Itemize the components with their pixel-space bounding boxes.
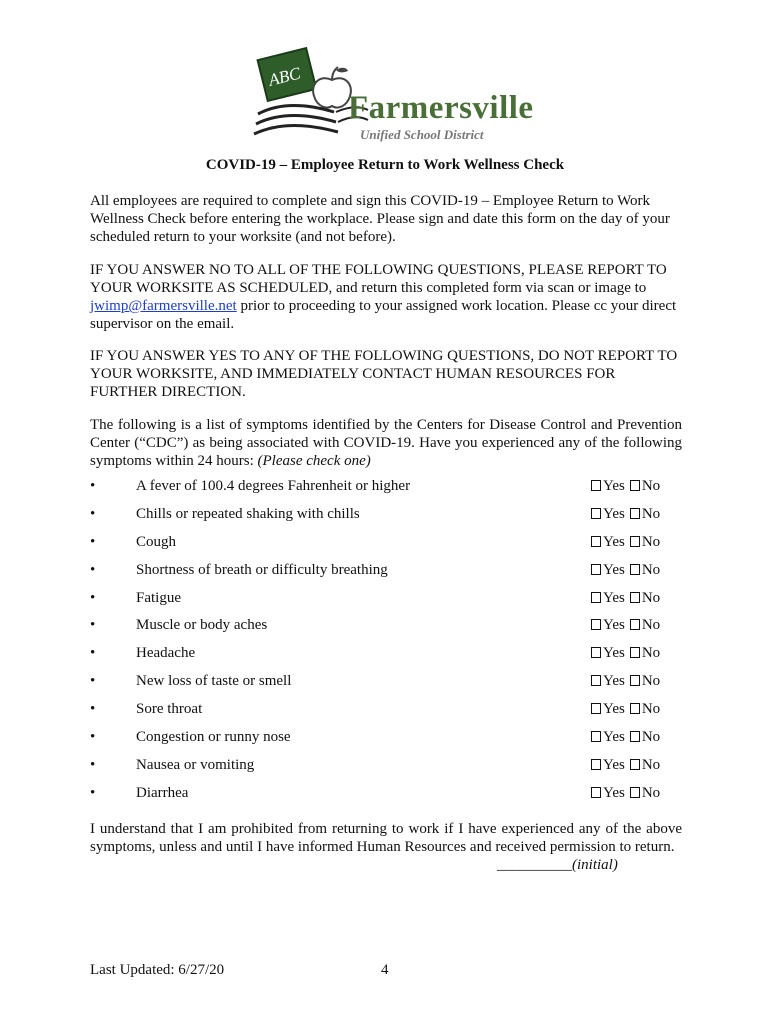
question-row (0, 645, 770, 673)
question-row (0, 534, 770, 562)
answer-choices (591, 645, 660, 662)
yes-label: Yes (603, 701, 625, 718)
no-checkbox[interactable] (630, 562, 660, 579)
question-row (0, 785, 770, 813)
no-label: No (641, 533, 661, 550)
checkbox-box-icon (591, 647, 601, 658)
yes-label: Yes (603, 645, 625, 662)
initial-field[interactable] (497, 857, 618, 874)
question-text: Sore throat (136, 701, 203, 718)
yes-label: Yes (603, 505, 625, 522)
checkbox-box-icon (630, 508, 640, 519)
yes-checkbox[interactable] (591, 562, 625, 579)
checkbox-box-icon (591, 703, 601, 714)
checkbox-box-icon (591, 759, 601, 770)
question-text: Diarrhea (136, 784, 189, 801)
checkbox-box-icon (591, 675, 601, 686)
bullet: • (90, 589, 96, 606)
initial-blank: __________ (497, 857, 572, 873)
no-label: No (641, 645, 661, 662)
district-logo (250, 40, 534, 150)
yes-label: Yes (603, 617, 625, 634)
no-label: No (641, 505, 661, 522)
no-checkbox[interactable] (630, 534, 660, 551)
answer-choices (591, 617, 660, 634)
no-checkbox[interactable] (630, 673, 660, 690)
page-number: 4 (381, 962, 389, 978)
question-row (0, 506, 770, 534)
district-name: Farmersville (348, 90, 534, 126)
answer-choices (591, 701, 660, 718)
checkbox-box-icon (630, 647, 640, 658)
question-text: Chills or repeated shaking with chills (136, 505, 360, 522)
question-text: Fatigue (136, 589, 181, 606)
no-checkbox[interactable] (630, 506, 660, 523)
yes-checkbox[interactable] (591, 673, 625, 690)
svg-text:ABC: ABC (266, 63, 303, 90)
initial-label: (initial) (572, 857, 618, 873)
question-row (0, 757, 770, 785)
bullet: • (90, 784, 96, 801)
question-text: Cough (136, 533, 177, 550)
checkbox-box-icon (630, 536, 640, 547)
no-checkbox[interactable] (630, 645, 660, 662)
question-text: Muscle or body aches (136, 617, 268, 634)
question-text: Headache (136, 645, 196, 662)
last-updated: Last Updated: 6/27/20 (90, 962, 225, 978)
email-link[interactable]: jwimp@farmersville.net (90, 298, 237, 314)
no-checkbox[interactable] (630, 701, 660, 718)
no-instruction-text-end: prior to proceeding to your assigned work location. Please cc your direct supervisor on the email. (90, 298, 677, 332)
yes-checkbox[interactable] (591, 590, 625, 607)
yes-label: Yes (603, 673, 625, 690)
answer-choices (591, 478, 660, 495)
yes-label: Yes (603, 756, 625, 773)
bullet: • (90, 729, 96, 746)
question-row (0, 617, 770, 645)
answer-choices (591, 590, 660, 607)
bullet: • (90, 756, 96, 773)
answer-choices (591, 785, 660, 802)
no-label: No (641, 561, 661, 578)
checkbox-box-icon (591, 619, 601, 630)
checkbox-box-icon (630, 592, 640, 603)
symptom-question-list (0, 478, 770, 813)
no-label: No (641, 673, 661, 690)
bullet: • (90, 505, 96, 522)
yes-label: Yes (603, 729, 625, 746)
no-label: No (641, 729, 661, 746)
yes-label: Yes (603, 561, 625, 578)
yes-label: Yes (603, 784, 625, 801)
question-text: Congestion or runny nose (136, 729, 291, 746)
answer-choices (591, 506, 660, 523)
checkbox-box-icon (591, 564, 601, 575)
yes-checkbox[interactable] (591, 506, 625, 523)
checkbox-box-icon (630, 703, 640, 714)
check-one-note: (Please check one) (257, 453, 371, 469)
question-row (0, 701, 770, 729)
no-checkbox[interactable] (630, 617, 660, 634)
yes-checkbox[interactable] (591, 617, 625, 634)
question-row (0, 478, 770, 506)
checkbox-box-icon (630, 787, 640, 798)
question-row (0, 562, 770, 590)
question-row (0, 590, 770, 618)
checkbox-box-icon (630, 675, 640, 686)
answer-choices (591, 729, 660, 746)
yes-checkbox[interactable] (591, 645, 625, 662)
question-text: Shortness of breath or difficulty breathing (136, 561, 388, 578)
no-label: No (641, 617, 661, 634)
bullet: • (90, 701, 96, 718)
checkbox-box-icon (591, 508, 601, 519)
question-text: New loss of taste or smell (136, 673, 292, 690)
symptoms-intro-text: The following is a list of symptoms identified by the Centers for Disease Control and Prevention Center (“CDC”) as being associated with COVID-19. Have you experienced any of the following symptoms within 24 hours: (90, 417, 682, 469)
yes-checkbox[interactable] (591, 757, 625, 774)
checkbox-box-icon (630, 759, 640, 770)
no-label: No (641, 589, 661, 606)
answer-choices (591, 757, 660, 774)
yes-checkbox[interactable] (591, 785, 625, 802)
bullet: • (90, 617, 96, 634)
question-text: A fever of 100.4 degrees Fahrenheit or higher (136, 478, 411, 494)
checkbox-box-icon (591, 480, 601, 491)
checkbox-box-icon (591, 731, 601, 742)
checkbox-box-icon (630, 480, 640, 491)
no-label: No (641, 701, 661, 718)
checkbox-box-icon (630, 619, 640, 630)
no-label: No (641, 784, 661, 801)
intro-paragraph: All employees are required to complete and sign this COVID-19 – Employee Return to Work Wellness Check before entering the workplace. Please sign and date this form on the day of your scheduled return to your worksite (and not before). (90, 193, 670, 245)
question-text: Nausea or vomiting (136, 756, 255, 773)
yes-label: Yes (603, 533, 625, 550)
bullet: • (90, 645, 96, 662)
answer-choices (591, 562, 660, 579)
yes-checkbox[interactable] (591, 478, 625, 495)
district-subtitle: Unified School District (360, 127, 484, 142)
no-instruction-paragraph (90, 261, 682, 333)
bullet: • (90, 533, 96, 550)
no-label: No (641, 756, 661, 773)
question-row (0, 729, 770, 757)
yes-checkbox[interactable] (591, 701, 625, 718)
question-row (0, 673, 770, 701)
no-checkbox[interactable] (630, 785, 660, 802)
bullet: • (90, 561, 96, 578)
no-checkbox[interactable] (630, 478, 660, 495)
checkbox-box-icon (591, 592, 601, 603)
yes-label: Yes (603, 589, 625, 606)
checkbox-box-icon (630, 731, 640, 742)
yes-checkbox[interactable] (591, 534, 625, 551)
bullet: • (90, 478, 96, 494)
symptoms-intro-paragraph (90, 416, 682, 470)
no-label: No (641, 478, 661, 494)
yes-instruction-paragraph: IF YOU ANSWER YES TO ANY OF THE FOLLOWING QUESTIONS, DO NOT REPORT TO YOUR WORKSITE, AND IMMEDIATELY CONTACT HUMAN RESOURCES FOR FURTHER DIRECTION. (90, 348, 678, 400)
yes-label: Yes (603, 478, 625, 494)
acknowledgement-paragraph: I understand that I am prohibited from returning to work if I have experienced any of the above symptoms, unless and until I have informed Human Resources and received permission to return. (90, 821, 682, 855)
no-instruction-text: IF YOU ANSWER NO TO ALL OF THE FOLLOWING QUESTIONS, PLEASE REPORT TO YOUR WORKSITE AS SCHEDULED, and return this completed form via scan or image to (90, 262, 667, 296)
checkbox-box-icon (630, 564, 640, 575)
answer-choices (591, 534, 660, 551)
checkbox-box-icon (591, 787, 601, 798)
no-checkbox[interactable] (630, 590, 660, 607)
no-checkbox[interactable] (630, 757, 660, 774)
answer-choices (591, 673, 660, 690)
no-checkbox[interactable] (630, 729, 660, 746)
bullet: • (90, 673, 96, 690)
yes-checkbox[interactable] (591, 729, 625, 746)
form-title: COVID-19 – Employee Return to Work Wellness Check (205, 157, 565, 173)
checkbox-box-icon (591, 536, 601, 547)
